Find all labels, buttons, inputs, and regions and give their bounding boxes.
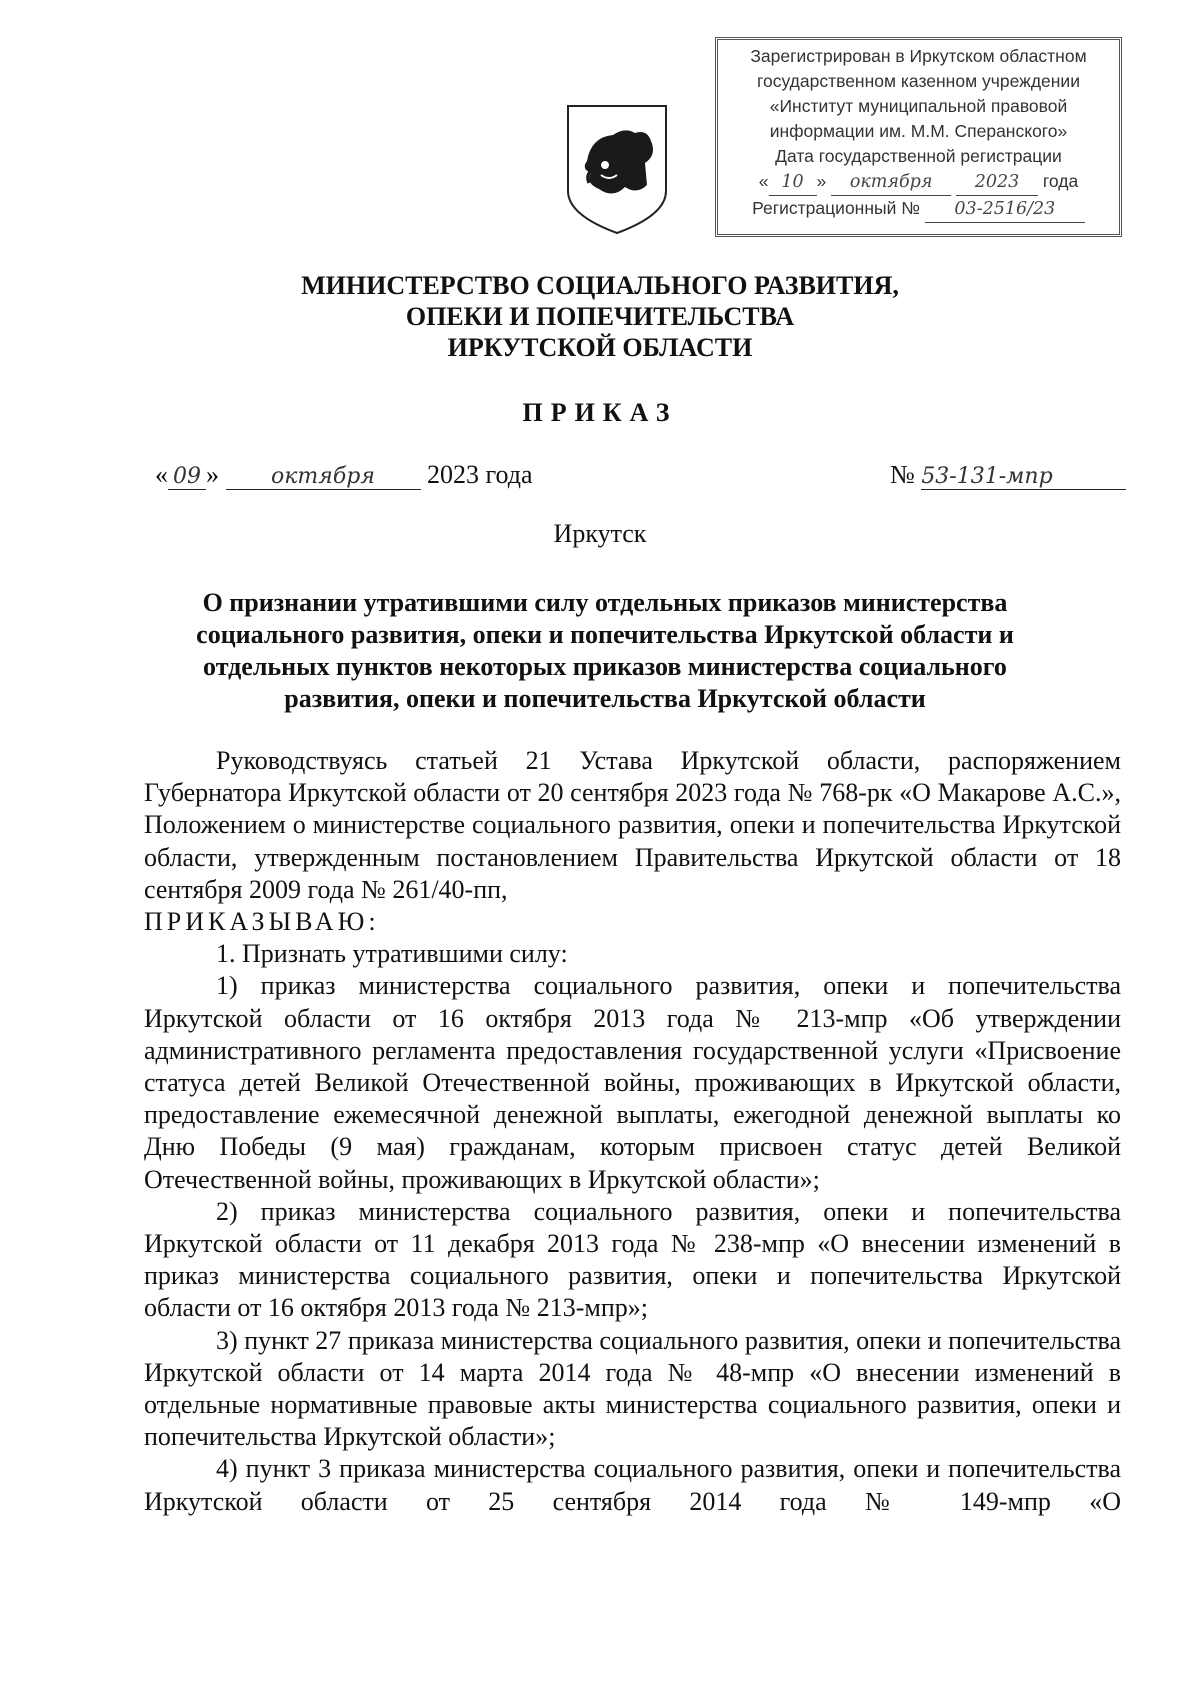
order-city: Иркутск (553, 519, 647, 548)
ministry-line: ОПЕКИ И ПОПЕЧИТЕЛЬСТВА (405, 302, 795, 331)
ministry-name (0, 270, 1200, 363)
order-year: 2023 года (427, 460, 533, 489)
stamp-quote: » (816, 171, 827, 191)
ministry-line: ИРКУТСКОЙ ОБЛАСТИ (447, 333, 753, 362)
coat-of-arms-emblem (565, 103, 669, 236)
order-month: октября (226, 464, 421, 490)
ministry-line: МИНИСТЕРСТВО СОЦИАЛЬНОГО РАЗВИТИЯ, (301, 271, 899, 300)
stamp-year-suffix: года (1042, 171, 1079, 191)
stamp-date (726, 169, 1111, 196)
stamp-line: Дата государственной регистрации (775, 146, 1062, 166)
stamp-quote: « (758, 171, 769, 191)
stamp-reg-label: Регистрационный № (752, 198, 920, 218)
stamp-reg (726, 196, 1111, 223)
order-date (155, 460, 533, 490)
list-item: 2) приказ министерства социального развития, опеки и попечительства Иркутской области от 11 декабря 2013 года № 238-мпр «О внесении изменений в приказ министерства социального развития, опеки и попечительства Иркутской области от 16 октября 2013 года № 213-мпр»; (144, 1196, 1121, 1323)
list-item: 1) приказ министерства социального развития, опеки и попечительства Иркутской области от 16 октября 2013 года № 213-мпр «Об утверждении административного регламента предоставления государственной услуги «Присвоение статуса детей Великой Отечественной войны, проживающих в Иркутской области, предоставление ежемесячной денежной выплаты, ежегодной денежной выплаты ко Дню Победы (9 мая) гражданам, которым присвоен статус детей Великой Отечественной войны, проживающих в Иркутской области»; (144, 971, 1121, 1194)
stamp-line: государственном казенном учреждении (757, 71, 1080, 91)
date-open-quote: « (155, 460, 168, 489)
command-word: ПРИКАЗЫВАЮ: (144, 907, 380, 937)
list-item: 3) пункт 27 приказа министерства социального развития, опеки и попечительства Иркутской области от 14 марта 2014 года № 48-мпр «О внесении изменений в отдельные нормативные правовые акты министерства социального развития, опеки и попечительства Иркутской области»; (144, 1325, 1121, 1452)
date-close-quote: » (206, 460, 219, 489)
registration-stamp (715, 37, 1122, 237)
stamp-month: октября (831, 170, 951, 196)
preamble-paragraph: Руководствуясь статьей 21 Устава Иркутской области, распоряжением Губернатора Иркутской области от 20 сентября 2023 года № 768-рк «О Макарове А.С.», Положением о министерстве социального развития, опеки и попечительства Иркутской области, утвержденным постановлением Правительства Иркутской области от 18 сентября 2009 года № 261/40-пп, (144, 746, 1121, 904)
order-title: ПРИКАЗ (522, 398, 678, 427)
stamp-line: Зарегистрирован в Иркутском областном (750, 46, 1087, 66)
document-body (144, 745, 1121, 1518)
stamp-reg-number: 03-2516/23 (925, 197, 1085, 223)
clause-1: 1. Признать утратившими силу: (216, 939, 568, 969)
stamp-line: информации им. М.М. Сперанского» (769, 121, 1068, 141)
list-item: 4) пункт 3 приказа министерства социального развития, опеки и попечительства Иркутской области от 25 сентября 2014 года № 149-мпр «О (144, 1454, 1121, 1516)
stamp-year: 2023 (956, 170, 1038, 196)
document-title: О признании утратившими силу отдельных приказов министерства социального развития, опеки и попечительства Иркутской области и отдельных пунктов некоторых приказов министерства социального развития, опеки и попечительства Иркутской области (196, 588, 1014, 713)
order-number (890, 460, 1126, 490)
order-number-label: № (890, 460, 915, 489)
stamp-day: 10 (769, 170, 817, 196)
stamp-line: «Институт муниципальной правовой (769, 96, 1068, 116)
order-number-value: 53-131-мпр (921, 464, 1126, 490)
order-day: 09 (168, 464, 206, 490)
